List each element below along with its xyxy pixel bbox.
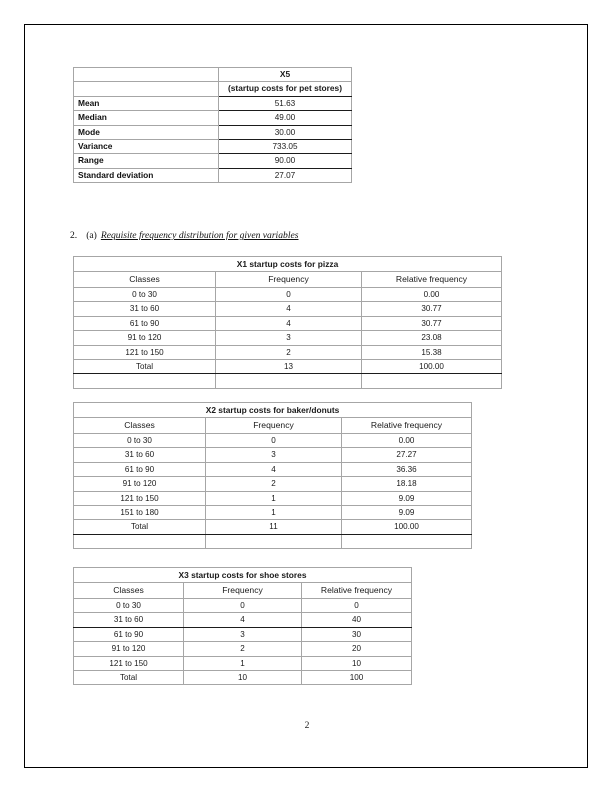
frequency-table-x3 [73, 567, 412, 685]
table-row [74, 331, 502, 345]
frequency-table-x3-wrapper [73, 567, 412, 685]
descriptive-statistics-table [73, 67, 352, 183]
table-row [74, 111, 352, 125]
frequency-table-x1-wrapper [73, 256, 502, 389]
summary-variable-description: (startup costs for pet stores) [219, 82, 352, 96]
cell-blank [342, 534, 472, 548]
cell-frequency: 0 [206, 434, 342, 448]
cell-class: 31 to 60 [74, 613, 184, 627]
frequency-table-x3-title: X3 startup costs for shoe stores [74, 568, 412, 583]
table-row [74, 140, 352, 154]
cell-frequency: 3 [184, 627, 302, 641]
summary-blank-cell-2 [74, 82, 219, 96]
summary-blank-cell-1 [74, 68, 219, 82]
cell-relative-frequency: 0.00 [362, 288, 502, 302]
table-row-header [74, 272, 502, 288]
table-row-title [74, 257, 502, 272]
stat-value-median: 49.00 [219, 111, 352, 125]
cell-class: 91 to 120 [74, 642, 184, 656]
stat-value-standard-deviation: 27.07 [219, 168, 352, 182]
cell-relative-frequency: 0 [302, 599, 412, 613]
cell-frequency: 4 [206, 462, 342, 476]
column-header-frequency: Frequency [206, 418, 342, 434]
table-row [74, 302, 502, 316]
table-row [74, 656, 412, 670]
cell-frequency: 1 [206, 506, 342, 520]
table-row [74, 345, 502, 359]
section-heading [70, 230, 298, 241]
cell-relative-frequency: 30.77 [362, 302, 502, 316]
table-row [74, 477, 472, 491]
cell-total-relative-frequency: 100.00 [342, 520, 472, 534]
cell-class: 121 to 150 [74, 491, 206, 505]
table-row-total [74, 671, 412, 685]
table-row [74, 125, 352, 139]
cell-class: 91 to 120 [74, 331, 216, 345]
frequency-table-x2-wrapper [73, 402, 472, 549]
cell-total-label: Total [74, 360, 216, 374]
cell-class: 61 to 90 [74, 462, 206, 476]
cell-blank [74, 374, 216, 388]
cell-frequency: 2 [184, 642, 302, 656]
cell-total-label: Total [74, 671, 184, 685]
column-header-classes: Classes [74, 418, 206, 434]
table-row-header [74, 418, 472, 434]
cell-class: 0 to 30 [74, 288, 216, 302]
cell-class: 91 to 120 [74, 477, 206, 491]
section-heading-title: Requisite frequency distribution for given variables [100, 230, 299, 241]
cell-relative-frequency: 10 [302, 656, 412, 670]
table-row-blank [74, 374, 502, 388]
column-header-classes: Classes [74, 583, 184, 599]
cell-blank [362, 374, 502, 388]
table-row [74, 506, 472, 520]
cell-class: 121 to 150 [74, 345, 216, 359]
table-row [74, 288, 502, 302]
descriptive-statistics-body [74, 68, 352, 183]
page-number: 2 [304, 720, 310, 731]
column-header-relative-frequency: Relative frequency [342, 418, 472, 434]
table-row [74, 462, 472, 476]
cell-frequency: 4 [216, 316, 362, 330]
stat-value-mean: 51.63 [219, 96, 352, 110]
table-row [74, 642, 412, 656]
column-header-frequency: Frequency [184, 583, 302, 599]
cell-frequency: 1 [206, 491, 342, 505]
page-content [25, 25, 589, 769]
stat-value-variance: 733.05 [219, 140, 352, 154]
cell-relative-frequency: 27.27 [342, 448, 472, 462]
cell-relative-frequency: 18.18 [342, 477, 472, 491]
cell-frequency: 0 [216, 288, 362, 302]
cell-blank [216, 374, 362, 388]
frequency-table-x1-body [74, 257, 502, 389]
cell-class: 0 to 30 [74, 599, 184, 613]
cell-blank [74, 534, 206, 548]
cell-relative-frequency: 20 [302, 642, 412, 656]
cell-relative-frequency: 30.77 [362, 316, 502, 330]
cell-blank [206, 534, 342, 548]
cell-frequency: 0 [184, 599, 302, 613]
section-heading-part: (a) [86, 230, 97, 241]
table-row [74, 316, 502, 330]
cell-class: 61 to 90 [74, 316, 216, 330]
cell-frequency: 1 [184, 656, 302, 670]
summary-variable-name: X5 [219, 68, 352, 82]
stat-value-range: 90.00 [219, 154, 352, 168]
table-row-title [74, 403, 472, 418]
table-row [74, 599, 412, 613]
cell-total-label: Total [74, 520, 206, 534]
column-header-classes: Classes [74, 272, 216, 288]
stat-label-standard-deviation: Standard deviation [74, 168, 219, 182]
cell-class: 121 to 150 [74, 656, 184, 670]
frequency-table-x2-body [74, 403, 472, 549]
table-row [74, 627, 412, 641]
cell-relative-frequency: 15.38 [362, 345, 502, 359]
table-row-header-variable [74, 68, 352, 82]
cell-class: 61 to 90 [74, 627, 184, 641]
page-border [24, 24, 588, 768]
cell-class: 31 to 60 [74, 302, 216, 316]
cell-frequency: 3 [216, 331, 362, 345]
cell-class: 0 to 30 [74, 434, 206, 448]
table-row [74, 168, 352, 182]
cell-total-frequency: 11 [206, 520, 342, 534]
table-row [74, 613, 412, 627]
frequency-table-x1-title: X1 startup costs for pizza [74, 257, 502, 272]
cell-relative-frequency: 0.00 [342, 434, 472, 448]
stat-label-range: Range [74, 154, 219, 168]
table-row-blank [74, 534, 472, 548]
cell-frequency: 4 [184, 613, 302, 627]
cell-total-relative-frequency: 100.00 [362, 360, 502, 374]
cell-total-frequency: 10 [184, 671, 302, 685]
cell-relative-frequency: 40 [302, 613, 412, 627]
table-row [74, 491, 472, 505]
table-row-title [74, 568, 412, 583]
table-row [74, 154, 352, 168]
cell-class: 151 to 180 [74, 506, 206, 520]
cell-total-relative-frequency: 100 [302, 671, 412, 685]
stat-label-median: Median [74, 111, 219, 125]
table-row [74, 96, 352, 110]
stat-value-mode: 30.00 [219, 125, 352, 139]
column-header-relative-frequency: Relative frequency [362, 272, 502, 288]
cell-frequency: 2 [206, 477, 342, 491]
cell-relative-frequency: 9.09 [342, 491, 472, 505]
frequency-table-x1 [73, 256, 502, 389]
cell-relative-frequency: 23.08 [362, 331, 502, 345]
cell-total-frequency: 13 [216, 360, 362, 374]
cell-relative-frequency: 30 [302, 627, 412, 641]
cell-class: 31 to 60 [74, 448, 206, 462]
table-row-total [74, 520, 472, 534]
table-row-header-description [74, 82, 352, 96]
cell-relative-frequency: 36.36 [342, 462, 472, 476]
stat-label-variance: Variance [74, 140, 219, 154]
table-row [74, 434, 472, 448]
frequency-table-x2-title: X2 startup costs for baker/donuts [74, 403, 472, 418]
column-header-frequency: Frequency [216, 272, 362, 288]
cell-relative-frequency: 9.09 [342, 506, 472, 520]
frequency-table-x2 [73, 402, 472, 549]
column-header-relative-frequency: Relative frequency [302, 583, 412, 599]
table-row-header [74, 583, 412, 599]
stat-label-mode: Mode [74, 125, 219, 139]
section-heading-number: 2. [70, 230, 78, 241]
frequency-table-x3-body [74, 568, 412, 685]
descriptive-statistics-table-wrapper [73, 67, 352, 183]
table-row [74, 448, 472, 462]
cell-frequency: 4 [216, 302, 362, 316]
cell-frequency: 2 [216, 345, 362, 359]
stat-label-mean: Mean [74, 96, 219, 110]
table-row-total [74, 360, 502, 374]
cell-frequency: 3 [206, 448, 342, 462]
